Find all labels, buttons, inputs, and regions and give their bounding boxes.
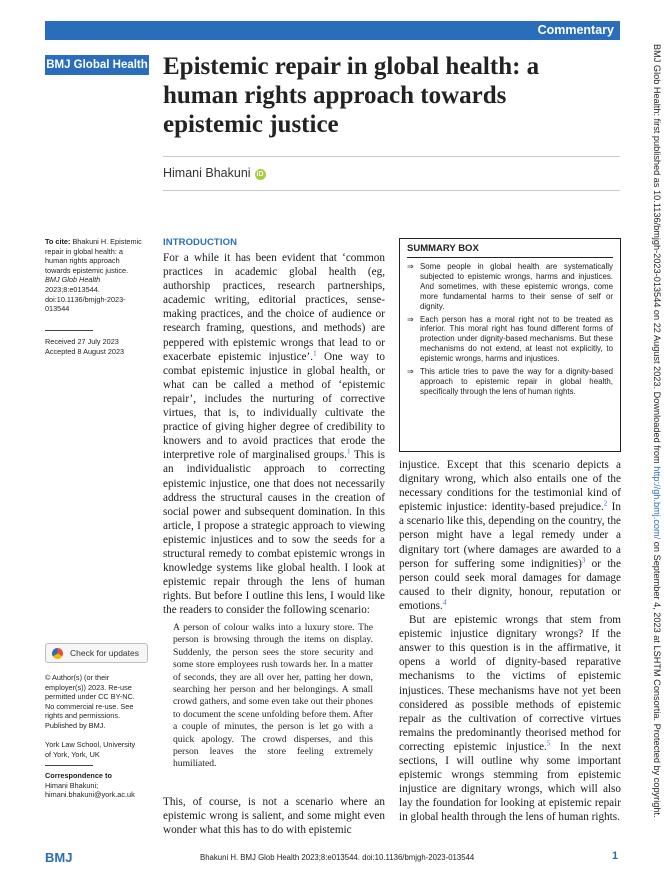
accepted-date: Accepted 8 August 2023 <box>45 346 125 356</box>
notice-text: on September 4, 2023 at LSHTM Consortia. Protected by copyright. <box>652 539 662 818</box>
site-link[interactable]: http://gh.bmj.com/ <box>652 466 662 540</box>
author-name[interactable]: Himani Bhakuni <box>163 166 251 180</box>
paragraph-text: injustice. Except that this scenario depicts a dignitary wrong, which also entails one of the necessary conditions for the testimonial kind of epistemic injustice: identity-based prejudice. <box>399 459 621 514</box>
arrow-icon: ⇒ <box>407 262 414 271</box>
cite-ref[interactable]: 2023;8:e013544. doi:10.1136/bmjgh-2023-013544 <box>45 284 126 314</box>
summary-item <box>407 262 613 312</box>
summary-item <box>407 367 613 397</box>
summary-item-text: Each person has a moral right not to be treated as inferior. This moral right has found different forms of protection under dignity-based mechanisms. But these mechanisms do not extend, at least not explicitly, to epistemic wrongs, harms and injustices. <box>420 314 613 364</box>
reference-link[interactable]: 1 <box>313 348 317 357</box>
body-paragraph-2: This, of course, is not a scenario where an epistemic wrong is salient, and some might even wonder what this has to do with epistemic <box>163 796 385 837</box>
page-number: 1 <box>612 850 619 862</box>
correspondence-email[interactable]: himani.bhakuni@york.ac.uk <box>45 790 135 800</box>
check-updates-button[interactable] <box>45 643 148 663</box>
section-label: Commentary <box>537 23 614 37</box>
summary-item-text: Some people in global health are systematically subjected to epistemic wrongs, harms and injustices. And sometimes, with these epistemic wrongs, come more fundamental harms to their sense of self or dignity. <box>420 262 613 311</box>
orcid-icon[interactable]: iD <box>256 171 264 178</box>
journal-badge[interactable]: BMJ Global Health <box>45 55 149 75</box>
download-notice-text <box>652 44 663 864</box>
arrow-icon: ⇒ <box>407 367 414 377</box>
footer-citation: Bhakuni H. BMJ Glob Health 2023;8:e013544. doi:10.1136/bmjgh-2023-013544 <box>200 853 475 862</box>
summary-item <box>407 315 613 365</box>
correspondence-name: Himani Bhakuni; <box>45 780 99 790</box>
divider <box>163 156 620 157</box>
affiliation-text: York Law School, University of York, York, UK <box>45 740 136 759</box>
cite-block <box>45 237 143 314</box>
reference-link[interactable]: 5 <box>546 739 551 748</box>
summary-title: SUMMARY BOX <box>407 243 613 258</box>
download-notice <box>640 44 664 864</box>
correspondence-label: Correspondence to <box>45 771 112 780</box>
body-paragraph-3 <box>399 458 621 613</box>
reference-link[interactable]: 2 <box>603 499 608 508</box>
paragraph-text: This is an individualistic approach to correcting epistemic injustice, one that does not necessarily address the structural causes in the creation of social power and subsequent domination. In this article, I propose a strategic approach to viewing epistemic injustices and to sow the seeds for a structural remedy to combat epistemic wrongs in knowledge systems like global health. I look at epistemic repair through the lens of human rights. But before I outline this lens, I would like the readers to consider the following scenario: <box>163 449 385 617</box>
article-title: Epistemic repair in global health: a human rights approach towards epistemic justice <box>163 53 540 138</box>
reference-link[interactable]: 1 <box>346 447 351 456</box>
divider <box>163 190 620 191</box>
body-right-column <box>399 458 621 824</box>
received-date: Received 27 July 2023 <box>45 337 119 346</box>
reference-link[interactable]: 3 <box>581 555 586 564</box>
paragraph-text: One way to combat epistemic injustice in global health, or what can be called a method of ‘epistemic repair’, includes the nurturing of corrective virtues, that is, to individually cultivate the practice of giving higher degree of credibility to knowers and to avoid practices that erode the interpretive role of marginalised groups. <box>163 350 385 462</box>
check-updates-label: Check for updates <box>70 648 139 658</box>
section-heading-introduction: INTRODUCTION <box>163 237 238 248</box>
reference-link[interactable]: 4 <box>442 598 447 607</box>
summary-box <box>399 238 621 452</box>
scenario-quote: A person of colour walks into a luxury store. The person is browsing through the items on display. Suddenly, the person sees the store security and some store employees rush towards her. In a matter of seconds, they are all over her, patting her down, searching her person and her belongings. A small crowd gathers, and some even take out their phones to document the scene unfolding before them. After a couple of minutes, the person is let go with a quick apology. The crowd disperses, and this person leaves the store feeling extremely humiliated. <box>173 622 373 770</box>
cite-journal: BMJ Glob Health <box>45 275 101 285</box>
license-text: © Author(s) (or their employer(s)) 2023. Re-use permitted under CC BY-NC. No commercial re-use. See rights and permissions. Published by BMJ. <box>45 673 135 730</box>
author-line <box>163 166 266 180</box>
crossmark-icon <box>52 648 63 659</box>
body-paragraph-4 <box>399 613 621 824</box>
dates-block <box>45 337 143 356</box>
section-banner <box>45 21 620 40</box>
cite-label: To cite: <box>45 237 71 246</box>
paragraph-text: In the next sections, I will outline why some important epistemic wrongs stemming from epistemic injustice are dignitary wrongs, which will also lay the foundation for looking at epistemic repair in global health through the lens of human rights. <box>399 740 622 824</box>
divider <box>45 765 93 766</box>
summary-item-text: This article tries to pave the way for a dignity-based approach to epistemic repair in global health, specifically through the lens of human rights. <box>420 367 613 396</box>
arrow-icon: ⇒ <box>407 314 414 324</box>
correspondence-block <box>45 771 143 800</box>
divider <box>45 330 93 331</box>
paragraph-text: But are epistemic wrongs that stem from epistemic injustice dignitary wrongs? If the answer to this question is in the affirmative, it opens a world of dignity-based reparative mechanisms to the victims of epistemic injustices. These mechanisms have not yet been considered as possible methods of epistemic repair as the cultivation of corrective virtues remains the predominantly theorised method for correcting epistemic injustice. <box>399 614 621 753</box>
notice-text: BMJ Glob Health: first published as 10.1136/bmjgh-2023-013544 on 22 August 2023. Downloaded from <box>652 44 662 467</box>
paragraph-text: or the person could seek moral damages for damage caused to their dignity, honour, reputation or emotions. <box>399 557 621 612</box>
cite-text: Bhakuni H. Epistemic repair in global health: a human rights approach towards epistemic justice. <box>45 237 142 275</box>
paragraph-text: In a scenario like this, depending on the country, the person might have a legal remedy under a dignitary tort (where damages are awarded to a person for suffering some indignities) <box>399 501 621 570</box>
bmj-logo[interactable]: BMJ <box>45 850 73 865</box>
body-paragraph-1 <box>163 251 385 617</box>
paragraph-text: For a while it has been evident that ‘common practices in academic global health (eg, authorship practices, research partnerships, academic writing, editorial practices, sense-making practices, and the choice of audience or research framing, questions, and methods) are peppered with epistemic wrongs that lead to or exacerbate epistemic injustice’. <box>163 252 385 363</box>
